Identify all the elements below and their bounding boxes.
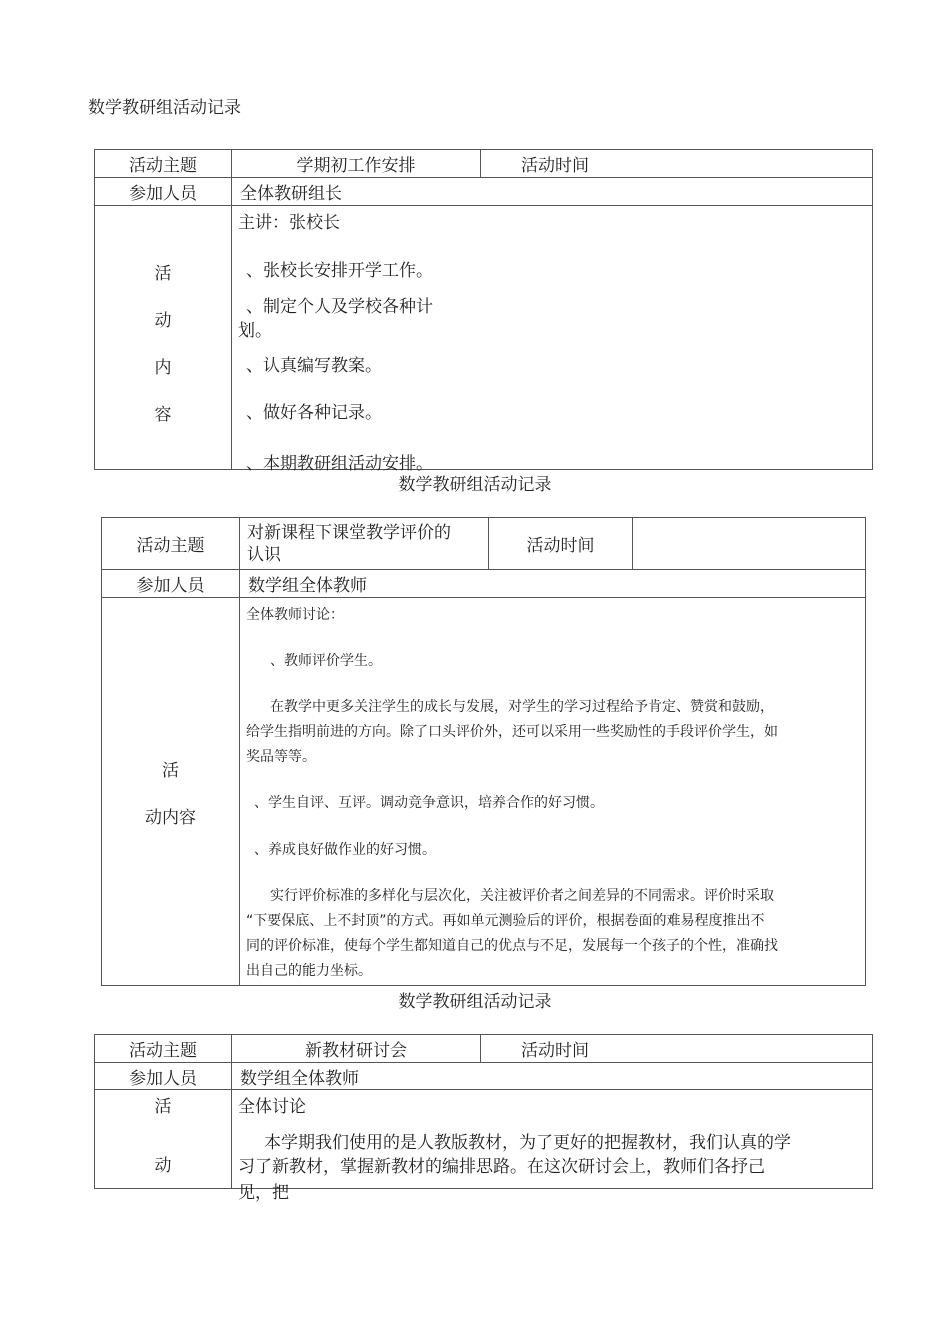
time-cell [481, 150, 873, 178]
people-value: 全体教研组长 [232, 178, 873, 206]
content-line: 本学期我们使用的是人教版教材，为了更好的把握教材，我们认真的学 [264, 1133, 791, 1153]
content-label-char: 动 [154, 310, 172, 331]
content-label-char: 动内容 [145, 807, 196, 828]
content-body [240, 598, 866, 986]
content-label [102, 598, 240, 986]
record-table-3 [94, 1034, 873, 1203]
content-label [95, 206, 232, 470]
people-label: 参加人员 [95, 1063, 232, 1090]
content-line: 划。 [238, 321, 272, 341]
content-label-char: 活 [162, 760, 179, 781]
content-body [232, 206, 873, 474]
content-line: 、本期教研组活动安排。 [246, 454, 433, 474]
content-label-char: 动 [154, 1156, 172, 1176]
content-line: 奖品等等。 [246, 749, 316, 765]
time-label: 活动时间 [489, 518, 633, 570]
topic-label: 活动主题 [95, 1035, 232, 1063]
content-line: 见，把 [238, 1183, 289, 1203]
section-title: 数学教研组活动记录 [398, 992, 552, 1012]
content-line: 、学生自评、互评。调动竞争意识，培养合作的好习惯。 [254, 795, 604, 811]
topic-label: 活动主题 [95, 150, 232, 178]
content-line: 在教学中更多关注学生的成长与发展，对学生的学习过程给予肯定、赞赏和鼓励， [270, 699, 774, 715]
people-label: 参加人员 [102, 570, 240, 598]
content-line: 、张校长安排开学工作。 [246, 261, 433, 281]
people-value: 数学组全体教师 [240, 570, 866, 598]
content-line: 、养成良好做作业的好习惯。 [254, 842, 436, 858]
content-line: 全体讨论 [238, 1097, 306, 1117]
content-label-char: 活 [154, 1097, 172, 1117]
people-label: 参加人员 [95, 178, 232, 206]
section-title: 数学教研组活动记录 [398, 475, 552, 495]
content-line: 、制定个人及学校各种计 [246, 297, 433, 317]
topic-label: 活动主题 [102, 518, 240, 570]
topic-value: 学期初工作安排 [232, 150, 481, 178]
content-line: 主讲：张校长 [238, 213, 340, 233]
content-label-char: 活 [154, 263, 172, 284]
content-line: 、教师评价学生。 [270, 653, 382, 669]
record-table-1 [94, 149, 873, 474]
time-label: 活动时间 [521, 156, 589, 176]
topic-line: 对新课程下课堂教学评价的 [247, 522, 451, 543]
content-line: 全体教师讨论： [246, 607, 344, 623]
content-label-char: 容 [154, 404, 172, 425]
content-line: 、做好各种记录。 [246, 403, 382, 423]
time-cell [481, 1035, 873, 1063]
topic-value: 新教材研讨会 [232, 1035, 481, 1063]
content-line: 、认真编写教案。 [246, 356, 382, 376]
content-line: 出自己的能力坐标。 [246, 963, 372, 979]
topic-value [240, 518, 489, 570]
people-value: 数学组全体教师 [232, 1063, 873, 1090]
content-line: 给学生指明前进的方向。除了口头评价外，还可以采用一些奖励性的手段评价学生，如 [246, 724, 778, 740]
content-body [232, 1090, 873, 1203]
content-line: 习了新教材，掌握新教材的编排思路。在这次研讨会上，教师们各抒己 [238, 1157, 765, 1177]
topic-line: 认识 [247, 544, 281, 565]
content-line: “下要保底、上不封顶”的方式。再如单元测验后的评价，根据卷面的难易程度推出不 [246, 913, 765, 929]
page-title: 数学教研组活动记录 [88, 98, 241, 118]
time-value [633, 518, 866, 570]
record-table-2 [101, 517, 866, 986]
content-label [95, 1090, 232, 1189]
content-line: 同的评价标准，使每个学生都知道自己的优点与不足，发展每一个孩子的个性，准确找 [246, 938, 778, 954]
time-label: 活动时间 [521, 1041, 589, 1061]
content-label-char: 内 [154, 357, 172, 378]
content-line: 实行评价标准的多样化与层次化，关注被评价者之间差异的不同需求。评价时采取 [270, 888, 774, 904]
